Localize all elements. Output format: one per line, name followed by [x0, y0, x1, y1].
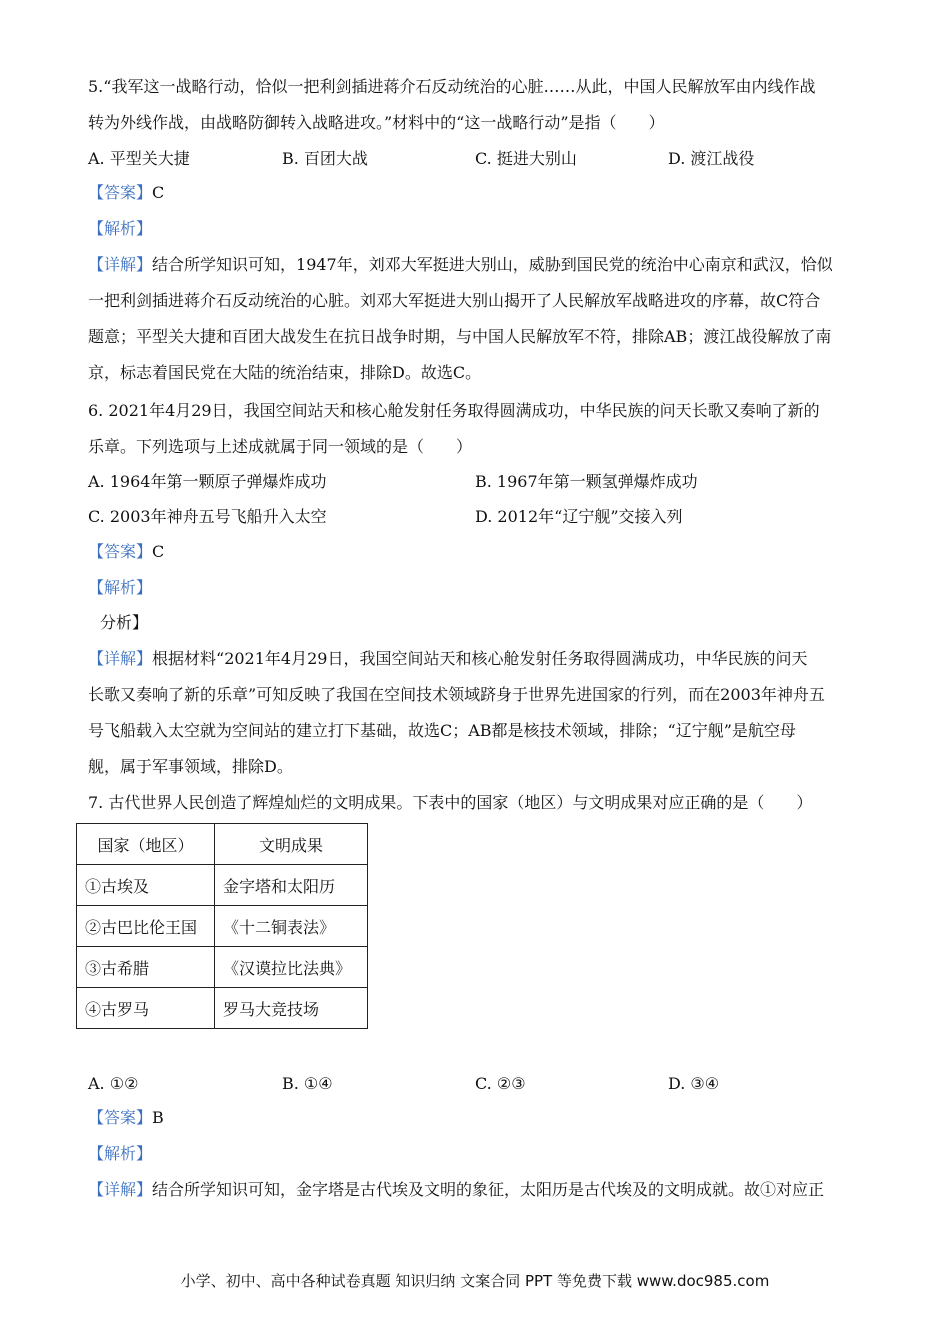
table-row [77, 988, 368, 1029]
q5-stem-line1: 5.“我军这一战略行动，恰似一把利剑插进蒋介石反动统治的心脏……从此，中国人民解放军由内线作战 [88, 77, 816, 96]
table-cell: 《汉谟拉比法典》 [215, 947, 368, 988]
q6-option-c: C. 2003年神舟五号飞船升入太空 [88, 507, 327, 526]
q7-option-b: B. ①④ [282, 1074, 333, 1093]
table-cell: 《十二铜表法》 [215, 906, 368, 947]
detail-tag: 【详解】 [88, 255, 153, 274]
answer-tag: 【答案】 [88, 183, 153, 202]
q6-stem-line1: 6. 2021年4月29日，我国空间站天和核心舱发射任务取得圆满成功，中华民族的问天长歌又奏响了新的 [88, 401, 820, 420]
q6-answer [88, 542, 164, 562]
q7-analysis-tag: 【解析】 [88, 1144, 153, 1163]
q5-detail-line1 [88, 255, 833, 275]
q6-analysis-tag: 【解析】 [88, 578, 153, 597]
table-header-cell: 文明成果 [215, 824, 368, 865]
q7-detail-line1 [88, 1180, 824, 1200]
q5-stem-line2: 转为外线作战，由战略防御转入战略进攻。”材料中的“这一战略行动”是指（ ） [88, 113, 665, 132]
detail-tag: 【详解】 [88, 1180, 153, 1199]
table-cell: 罗马大竞技场 [215, 988, 368, 1029]
table-cell: 金字塔和太阳历 [215, 865, 368, 906]
detail-text: 结合所学知识可知，1947年，刘邓大军挺进大别山，威胁到国民党的统治中心南京和武汉，恰似 [152, 255, 833, 274]
q6-option-d: D. 2012年“辽宁舰”交接入列 [475, 507, 683, 526]
q6-option-a: A. 1964年第一颗原子弹爆炸成功 [88, 472, 327, 491]
q7-option-d: D. ③④ [668, 1074, 720, 1093]
q5-option-d: D. 渡江战役 [668, 149, 755, 168]
q5-option-a: A. 平型关大捷 [88, 149, 190, 168]
detail-tag: 【详解】 [88, 649, 153, 668]
q6-detail-line4: 舰，属于军事领域，排除D。 [88, 757, 293, 776]
q7-answer [88, 1108, 164, 1128]
q7-stem-line1: 7. 古代世界人民创造了辉煌灿烂的文明成果。下表中的国家（地区）与文明成果对应正确的是（ ） [88, 793, 813, 812]
q7-option-c: C. ②③ [475, 1074, 526, 1093]
table-row [77, 906, 368, 947]
civilization-table [76, 823, 368, 1029]
answer-value: C [152, 542, 165, 561]
q5-analysis-tag: 【解析】 [88, 219, 153, 238]
table-header-row [77, 824, 368, 865]
detail-text: 根据材料“2021年4月29日，我国空间站天和核心舱发射任务取得圆满成功，中华民族的问天 [152, 649, 808, 668]
q5-detail-line4: 京，标志着国民党在大陆的统治结束，排除D。故选C。 [88, 363, 482, 382]
q5-detail-line3: 题意；平型关大捷和百团大战发生在抗日战争时期，与中国人民解放军不符，排除AB；渡江战役解放了南 [88, 327, 832, 346]
q6-analysis-sub: 分析】 [100, 613, 149, 632]
q5-option-b: B. 百团大战 [282, 149, 368, 168]
table-cell: ④古罗马 [77, 988, 215, 1029]
table-cell: ③古希腊 [77, 947, 215, 988]
q6-stem-line2: 乐章。下列选项与上述成就属于同一领域的是（ ） [88, 437, 473, 456]
answer-value: B [152, 1108, 164, 1127]
table-row [77, 947, 368, 988]
answer-value: C [152, 183, 165, 202]
table-cell: ①古埃及 [77, 865, 215, 906]
q5-detail-line2: 一把利剑插进蒋介石反动统治的心脏。刘邓大军挺进大别山揭开了人民解放军战略进攻的序幕，故C符合 [88, 291, 821, 310]
q6-option-b: B. 1967年第一颗氢弹爆炸成功 [475, 472, 698, 491]
q6-detail-line2: 长歌又奏响了新的乐章”可知反映了我国在空间技术领域跻身于世界先进国家的行列，而在2003年神舟五 [88, 685, 825, 704]
q7-option-a: A. ①② [88, 1074, 139, 1093]
answer-tag: 【答案】 [88, 542, 153, 561]
q6-detail-line3: 号飞船载入太空就为空间站的建立打下基础，故选C；AB都是核技术领域，排除；“辽宁舰”是航空母 [88, 721, 796, 740]
detail-text: 结合所学知识可知，金字塔是古代埃及文明的象征，太阳历是古代埃及的文明成就。故①对应正 [152, 1180, 825, 1199]
table-header-cell: 国家（地区） [77, 824, 215, 865]
table-cell: ②古巴比伦王国 [77, 906, 215, 947]
answer-tag: 【答案】 [88, 1108, 153, 1127]
q5-answer [88, 183, 164, 203]
table-row [77, 865, 368, 906]
page-footer: 小学、初中、高中各种试卷真题 知识归纳 文案合同 PPT 等免费下载 www.doc985.com [180, 1272, 770, 1290]
q6-detail-line1 [88, 649, 807, 669]
q5-option-c: C. 挺进大别山 [475, 149, 577, 168]
